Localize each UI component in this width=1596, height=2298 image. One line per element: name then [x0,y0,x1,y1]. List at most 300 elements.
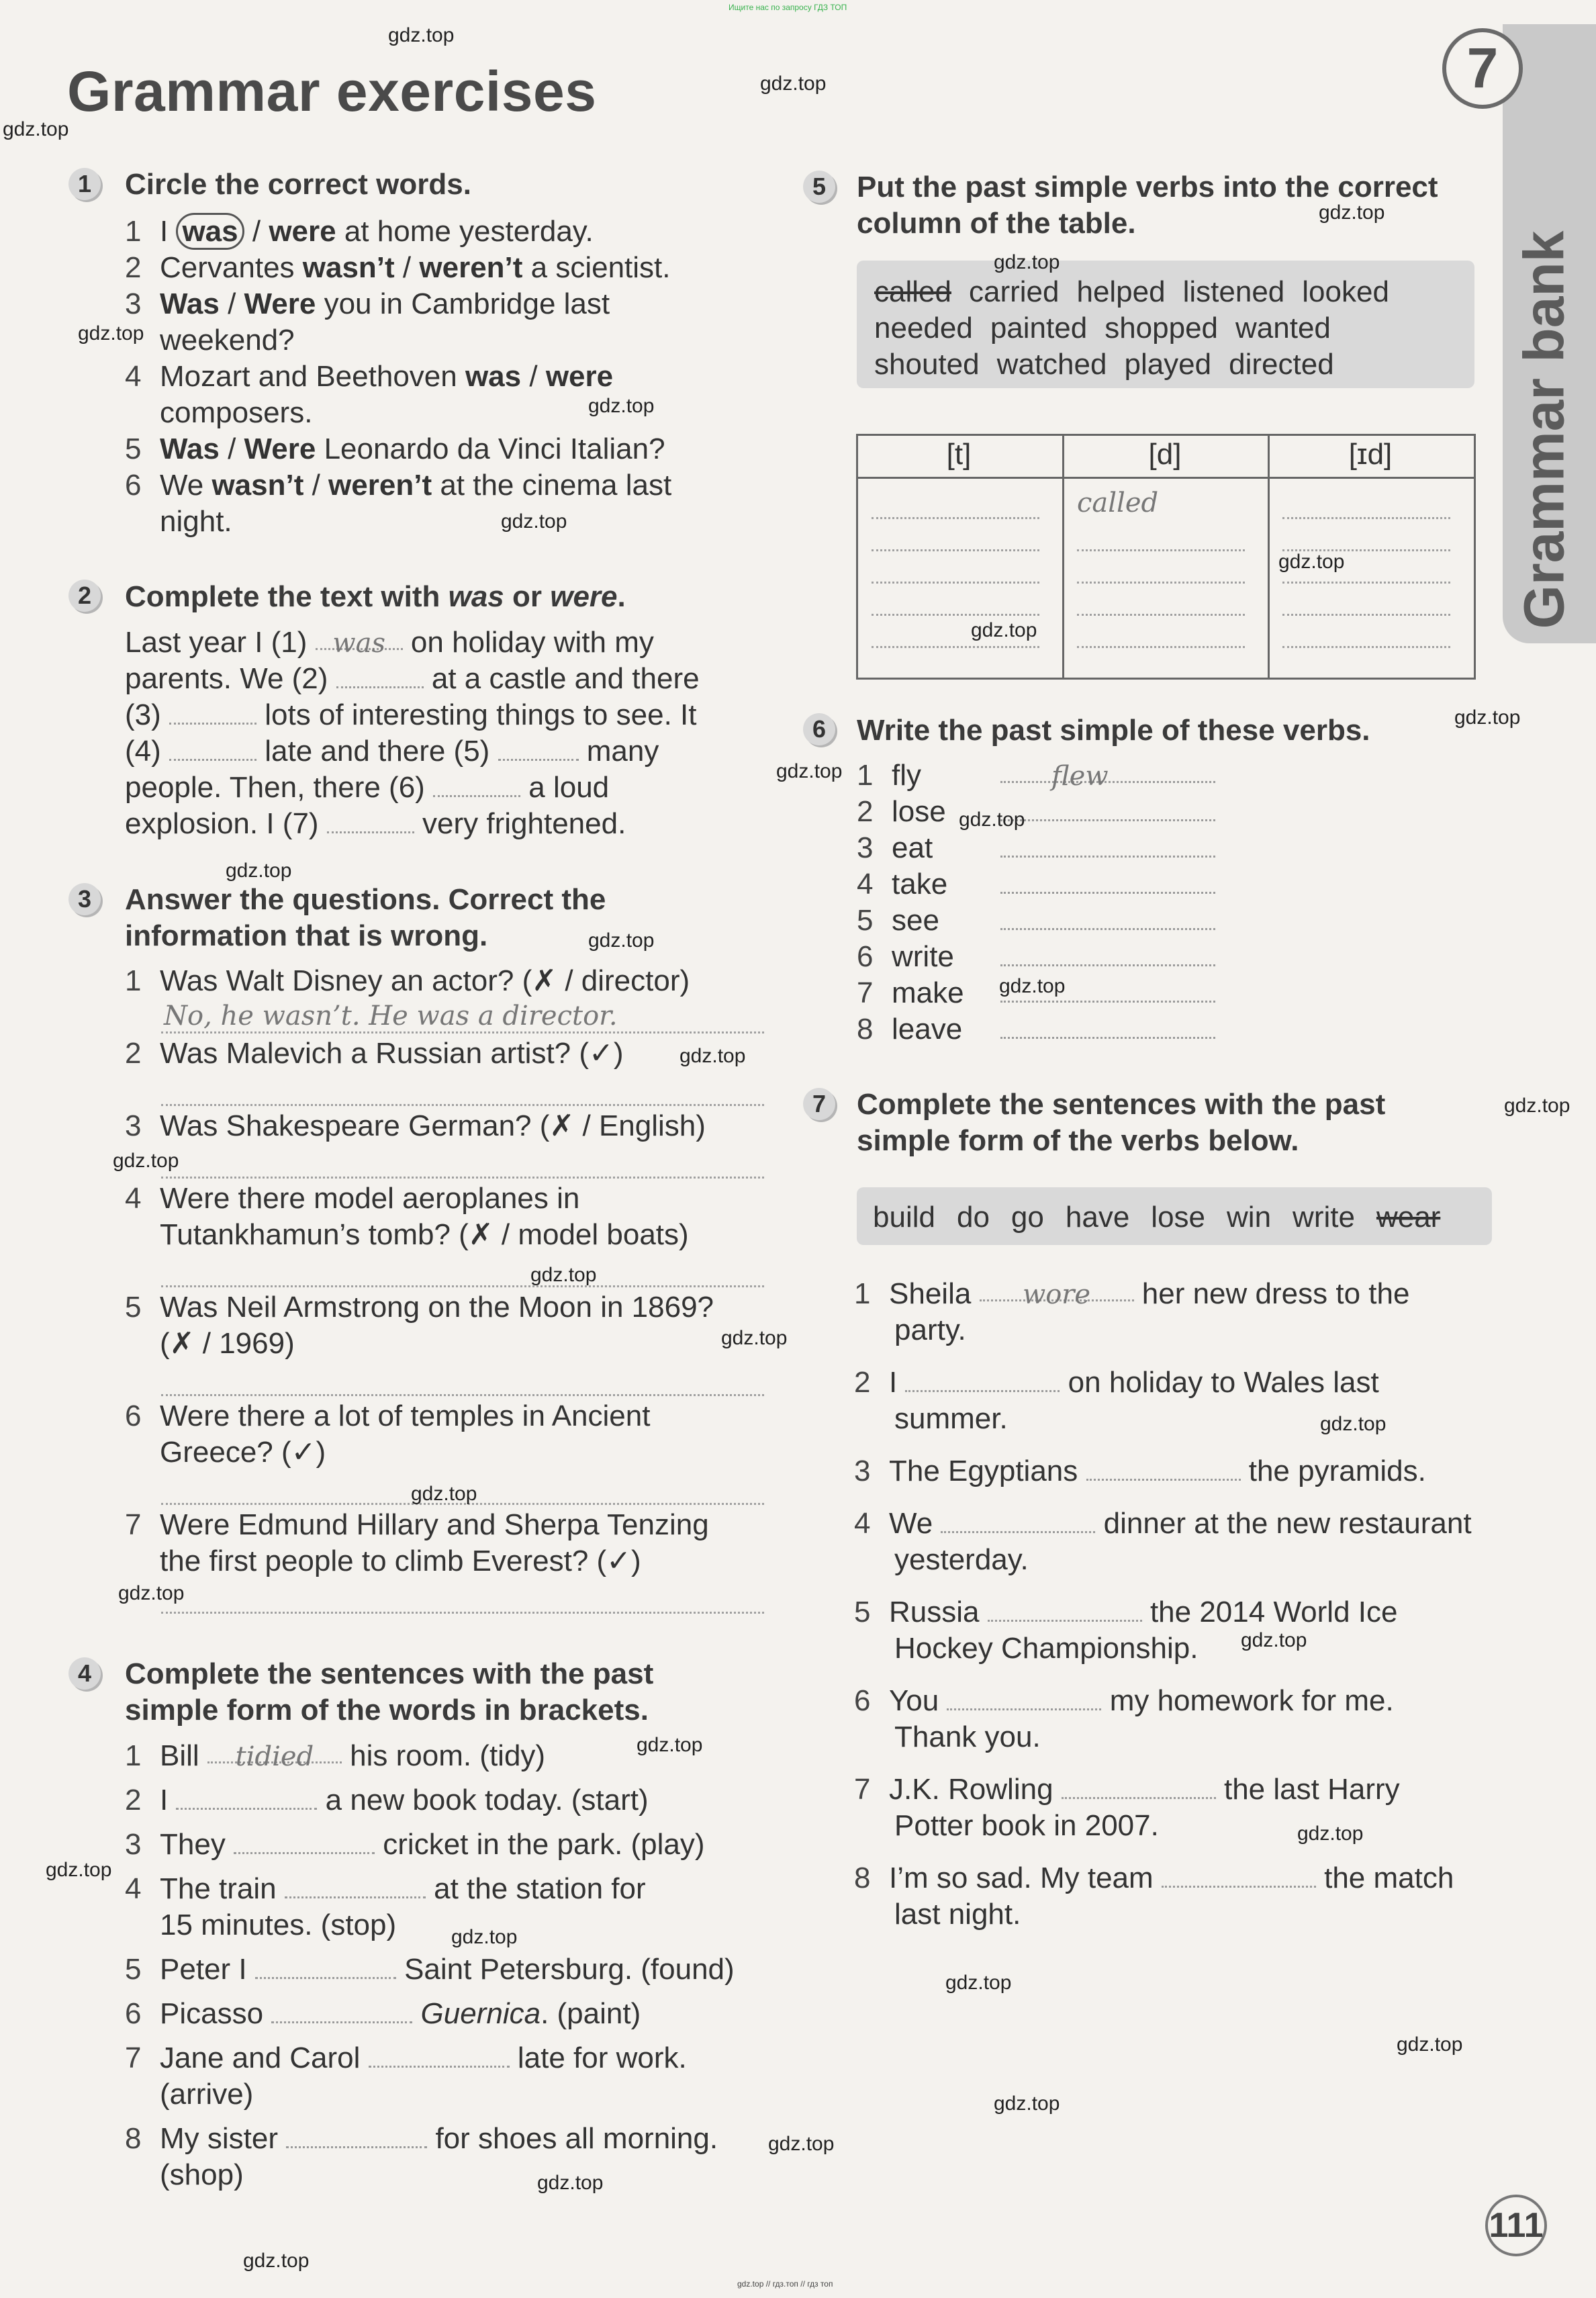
table-answer-line [872,646,1039,648]
exercise-4-heading-2: simple form of the words in brackets. [125,1694,649,1727]
answer-blank [941,1508,1095,1533]
exercise-1-item [125,467,671,504]
answer-blank [176,1785,317,1810]
answer-blank [433,772,520,797]
word: write [1293,1201,1355,1234]
text: The Egyptians [889,1455,1086,1487]
exercise-6-item [857,757,1215,794]
exercise-1-heading: Circle the correct words. [125,168,471,201]
word: lose [1151,1201,1206,1234]
exercise-7-item [854,1276,1409,1312]
text: many [578,735,659,768]
text: They [160,1828,234,1861]
top-note: Ищите нас по запросу ГДЗ ТОП [729,3,847,12]
answer-blank: was [316,625,403,650]
text: late and there (5) [256,735,498,768]
answer-blank [1062,1774,1216,1799]
item-text: Mozart and Beethoven [160,360,465,393]
word: shouted [874,348,980,381]
exercise-7-number: 7 [803,1088,835,1120]
text: my homework for me. [1101,1684,1394,1717]
item-number: 6 [854,1684,871,1717]
table-answer-line [872,549,1039,551]
text: The train [160,1872,285,1905]
item-text: Cervantes [160,251,303,284]
exercise-5-number: 5 [803,171,835,203]
answer-blank [1000,869,1215,894]
exercise-4-item-continuation: (shop) [160,2158,244,2191]
exercise-6-item [857,903,1215,939]
exercise-7-item-continuation: Hockey Championship. [894,1632,1199,1665]
text: Saint Petersburg. (found) [395,1953,735,1986]
answer-blank [169,736,256,761]
watermark-text: gdz.top [46,1859,112,1881]
exercise-4-item [125,2121,718,2157]
answer-blank: flew [1000,758,1215,783]
exercise-7-item [854,1683,1394,1719]
exercise-4-item [125,2040,687,2076]
exercise-6-number: 6 [803,713,835,745]
watermark-text: gdz.top [760,73,827,95]
item-number: 3 [857,831,874,864]
item-number: 6 [125,1997,142,2030]
exercise-4-number: 4 [68,1657,101,1690]
text: late for work. [509,2041,687,2074]
item-number: 4 [125,360,142,393]
answer-blank [498,736,579,761]
item-number: 4 [857,868,874,901]
exercise-2-line [125,806,626,842]
watermark-text: gdz.top [637,1734,703,1756]
watermark-text: gdz.top [776,760,843,782]
word: looked [1302,275,1389,308]
answer-blank [905,1367,1060,1392]
exercise-6-item [857,1011,1215,1048]
word-row [873,1199,1462,1236]
watermark-text: gdz.top [994,2093,1060,2115]
exercise-3-question [125,1181,579,1217]
watermark-text: gdz.top [226,860,292,882]
word: carried [968,275,1060,308]
watermark-text: gdz.top [1241,1629,1307,1651]
table-example-answer: called [1077,488,1159,518]
exercise-7-item [854,1506,1472,1542]
item-number: 1 [125,964,142,997]
text: Last year I (1) [125,626,316,659]
answer-line [161,1394,764,1396]
text: very frightened. [414,807,626,840]
exercise-7-heading-2: simple form of the verbs below. [857,1124,1299,1157]
option-separator: / [219,287,244,320]
exercise-7-item-continuation: last night. [894,1898,1021,1931]
watermark-text: gdz.top [945,1972,1012,1994]
text: (3) [125,698,169,731]
exercise-3-question-continuation: Tutankhamun’s tomb? (✗ / model boats) [160,1218,689,1251]
word: painted [990,312,1088,344]
watermark-text: gdz.top [999,975,1066,997]
watermark-text: gdz.top [1319,201,1385,224]
word: listened [1182,275,1285,308]
item-text: at home yesterday. [336,215,594,248]
item-number: 7 [854,1773,871,1806]
answer-line [161,1612,764,1614]
option-b: Were [244,287,316,320]
word: played [1124,348,1212,381]
text: I [160,1784,177,1817]
exercise-7-item-continuation: Potter book in 2007. [894,1809,1159,1842]
table-answer-line [872,517,1039,519]
text: on holiday with my [402,626,654,659]
text: a new book today. (start) [317,1784,649,1817]
watermark-text: gdz.top [1320,1413,1387,1435]
text: at the station for [425,1872,646,1905]
word: watched [996,348,1107,381]
exercise-3-question [125,1507,709,1543]
watermark-text: gdz.top [411,1483,477,1505]
bottom-note: gdz.top // гдз.топ // гдз топ [737,2279,833,2289]
page-number: 111 [1485,2195,1547,2256]
word: shopped [1105,312,1219,344]
table-header: [t] [946,438,972,471]
table-answer-line [1077,646,1245,648]
exercise-3-question [125,1036,624,1072]
watermark-text: gdz.top [679,1045,746,1067]
answer-blank [336,663,424,688]
option-separator: / [219,432,244,465]
item-number: 4 [125,1182,142,1215]
answer-blank [1000,1014,1215,1039]
answer-blank [1000,796,1215,821]
watermark-text: gdz.top [1454,706,1521,729]
option-b: weren’t [328,469,432,502]
item-number: 4 [125,1872,142,1905]
item-number: 8 [857,1013,874,1046]
answer-blank [271,1998,412,2023]
word-row [874,274,1407,310]
item-number: 2 [857,795,874,828]
text: for shoes all morning. [427,2122,718,2155]
watermark-text: gdz.top [1397,2033,1463,2056]
exercise-7-heading-1: Complete the sentences with the past [857,1088,1386,1121]
exercise-3-question-continuation: Greece? (✓) [160,1436,326,1469]
exercise-2-line [125,661,700,697]
exercise-7-item [854,1365,1379,1401]
exercise-2-line [125,770,609,806]
exercise-4-item [125,1951,735,1988]
text: explosion. I (7) [125,807,327,840]
exercise-1-item-continuation: weekend? [160,324,295,357]
exercise-2-line [125,697,696,733]
exercise-2-number: 2 [68,580,101,612]
watermark-text: gdz.top [721,1327,788,1349]
answer-blank [285,1874,426,1898]
watermark-text: gdz.top [113,1150,179,1172]
text: cricket in the park. (play) [375,1828,705,1861]
exercise-7-item [854,1860,1454,1896]
exercise-3-question [125,1289,714,1326]
option-b: were [545,360,614,393]
option-b: weren’t [419,251,523,284]
word: build [873,1201,935,1234]
item-number: 5 [125,1291,142,1324]
item-number: 3 [125,1109,142,1142]
verb: eat [892,831,933,864]
word: wanted [1235,312,1331,344]
word: wear [1376,1201,1441,1234]
exercise-2-heading: Complete the text with was or were. [125,580,626,613]
item-number: 5 [125,1953,142,1986]
item-number: 8 [125,2122,142,2155]
side-tab-label: Grammar bank [1512,230,1576,629]
table-answer-line [1077,614,1245,616]
option-separator: / [244,215,269,248]
text: Peter I [160,1953,255,1986]
watermark-text: gdz.top [994,251,1060,273]
answer-blank [369,2043,510,2068]
exercise-3-question [125,963,690,999]
exercise-3-question-continuation: the first people to climb Everest? (✓) [160,1545,641,1577]
watermark-text: gdz.top [1278,551,1345,573]
option-a: was [176,213,244,250]
table-answer-line [1077,582,1245,584]
option-separator: / [521,360,546,393]
option-a: Was [160,287,220,320]
item-text: We [160,469,212,502]
option-a: wasn’t [212,469,304,502]
item-number: 1 [125,215,142,248]
text: J.K. Rowling [889,1773,1062,1806]
text: parents. We (2) [125,662,336,695]
exercise-6-heading: Write the past simple of these verbs. [857,714,1370,747]
table-answer-line [1282,614,1450,616]
text: her new dress to the [1133,1277,1410,1310]
option-a: was [465,360,522,393]
item-number: 6 [125,1399,142,1432]
exercise-7-item [854,1772,1400,1808]
text: Jane and Carol [160,2041,369,2074]
exercise-6-item [857,830,1215,866]
word: needed [874,312,973,344]
item-text: at the cinema last [432,469,672,502]
exercise-4-heading-1: Complete the sentences with the past [125,1657,654,1690]
watermark-text: gdz.top [243,2250,310,2272]
exercise-4-item-continuation: (arrive) [160,2078,254,2111]
word: directed [1229,348,1334,381]
text: I [889,1366,906,1399]
exercise-4-item [125,1782,649,1819]
word: have [1065,1201,1130,1234]
text: Bill [160,1739,207,1772]
verb: leave [892,1013,963,1046]
table-header-divider [856,477,1474,479]
item-number: 2 [125,251,142,284]
text: on holiday to Wales last [1060,1366,1379,1399]
exercise-2-line [125,625,654,661]
text: You [889,1684,947,1717]
exercise-3-heading-2: information that is wrong. [125,919,488,952]
watermark-text: gdz.top [451,1926,518,1948]
answer-blank [255,1954,396,1979]
item-number: 3 [125,287,142,320]
option-b: were [269,215,336,248]
watermark-text: gdz.top [3,118,69,140]
exercise-7-item [854,1453,1426,1489]
text: We [889,1507,941,1540]
item-number: 5 [857,904,874,937]
answer-blank [1000,833,1215,858]
text: his room. (tidy) [341,1739,546,1772]
option-a: wasn’t [302,251,395,284]
answer-line [161,1177,764,1179]
verb: fly [892,759,921,792]
word: go [1011,1201,1044,1234]
answer-blank [988,1597,1142,1622]
verb: make [892,976,964,1009]
text: the pyramids. [1240,1455,1426,1487]
page-title: Grammar exercises [67,60,597,123]
watermark-text: gdz.top [1504,1095,1570,1117]
answer-blank: wore [980,1277,1134,1301]
item-number: 5 [125,432,142,465]
exercise-6-item [857,794,1215,830]
watermark-text: gdz.top [118,1582,185,1604]
item-number: 3 [125,1828,142,1861]
exercise-7-item [854,1594,1397,1630]
word: helped [1076,275,1166,308]
text: My sister [160,2122,287,2155]
question-text: Was Malevich a Russian artist? (✓) [160,1037,624,1070]
verb: take [892,868,948,901]
exercise-1-item-continuation: composers. [160,396,313,429]
option-separator: / [394,251,420,284]
italic-title: Guernica [420,1997,541,2030]
item-number: 1 [854,1277,871,1310]
option-a: Was [160,432,220,465]
exercise-1-item [125,250,671,286]
exercise-3-heading-1: Answer the questions. Correct the [125,883,606,916]
exercise-3-number: 3 [68,883,101,915]
text: Sheila [889,1277,980,1310]
text: Russia [889,1596,988,1628]
text [412,1997,420,2030]
answer-blank [1000,941,1215,966]
text: the match [1315,1862,1454,1894]
answer-blank: tidied [207,1739,342,1763]
answer-blank [327,809,414,833]
table-header: [ɪd] [1348,438,1393,471]
text: Picasso [160,1997,272,2030]
item-number: 8 [854,1862,871,1894]
item-number: 3 [854,1455,871,1487]
exercise-6-item [857,939,1215,975]
exercise-5-heading-2: column of the table. [857,207,1136,240]
question-text: Were there model aeroplanes in [160,1182,580,1215]
exercise-1-item [125,214,594,250]
word-row [874,347,1352,383]
word-row [874,310,1348,347]
exercise-7-item-continuation: Thank you. [894,1720,1041,1753]
table-answer-line [1077,549,1245,551]
watermark-text: gdz.top [971,619,1037,641]
item-number: 1 [857,759,874,792]
item-number: 7 [125,2041,142,2074]
watermark-text: gdz.top [959,809,1025,831]
item-number: 1 [125,1739,142,1772]
table-answer-line [1282,582,1450,584]
exercise-5-heading-1: Put the past simple verbs into the correct [857,171,1438,203]
word: called [874,275,951,308]
answer-blank [1000,905,1215,930]
question-text: Were Edmund Hillary and Sherpa Tenzing [160,1508,709,1541]
exercise-4-item [125,1996,641,2032]
exercise-1-item-continuation: night. [160,505,232,538]
text: (4) [125,735,169,768]
exercise-3-question [125,1398,650,1434]
exercise-1-item [125,359,613,395]
exercise-4-item [125,1738,545,1774]
question-text: Was Walt Disney an actor? (✗ / director) [160,964,690,997]
item-text: a scientist. [522,251,671,284]
item-number: 2 [125,1037,142,1070]
watermark-text: gdz.top [501,510,567,533]
item-text: I [160,215,177,248]
word: win [1227,1201,1272,1234]
answer-blank [1162,1863,1316,1888]
table-answer-line [1282,646,1450,648]
item-text: you in Cambridge last [316,287,610,320]
exercise-3-question-continuation: (✗ / 1969) [160,1327,295,1360]
exercise-4-item [125,1827,705,1863]
watermark-text: gdz.top [1297,1823,1364,1845]
question-text: Were there a lot of temples in Ancient [160,1399,651,1432]
answer-blank [234,1829,375,1854]
exercise-1-item [125,431,665,467]
watermark-text: gdz.top [537,2172,604,2194]
option-separator: / [303,469,329,502]
exercise-4-item [125,1871,646,1907]
text: the 2014 World Ice [1141,1596,1398,1628]
watermark-text: gdz.top [588,929,655,952]
watermark-text: gdz.top [530,1264,597,1286]
word: do [956,1201,990,1234]
text: I’m so sad. My team [889,1862,1162,1894]
exercise-7-item-continuation: yesterday. [894,1543,1029,1576]
option-b: Were [244,432,316,465]
verb: see [892,904,939,937]
answer-blank [1086,1456,1241,1481]
item-text: Leonardo da Vinci Italian? [316,432,665,465]
verb: lose [892,795,946,828]
item-number: 2 [125,1784,142,1817]
exercise-2-line [125,733,659,770]
answer-blank [947,1686,1101,1710]
answer-blank [286,2123,427,2148]
exercise-1-number: 1 [68,168,101,200]
question-text: Was Neil Armstrong on the Moon in 1869? [160,1291,714,1324]
unit-number-badge: 7 [1442,28,1523,109]
text: people. Then, there (6) [125,771,434,804]
text: a loud [520,771,610,804]
exercise-4-item-continuation: 15 minutes. (stop) [160,1909,397,1941]
exercise-3-question [125,1108,706,1144]
exercise-1-item [125,286,610,322]
verb: write [892,940,954,973]
item-number: 2 [854,1366,871,1399]
watermark-text: gdz.top [588,395,655,417]
item-number: 5 [854,1596,871,1628]
watermark-text: gdz.top [78,322,144,344]
exercise-7-item-continuation: summer. [894,1402,1008,1435]
